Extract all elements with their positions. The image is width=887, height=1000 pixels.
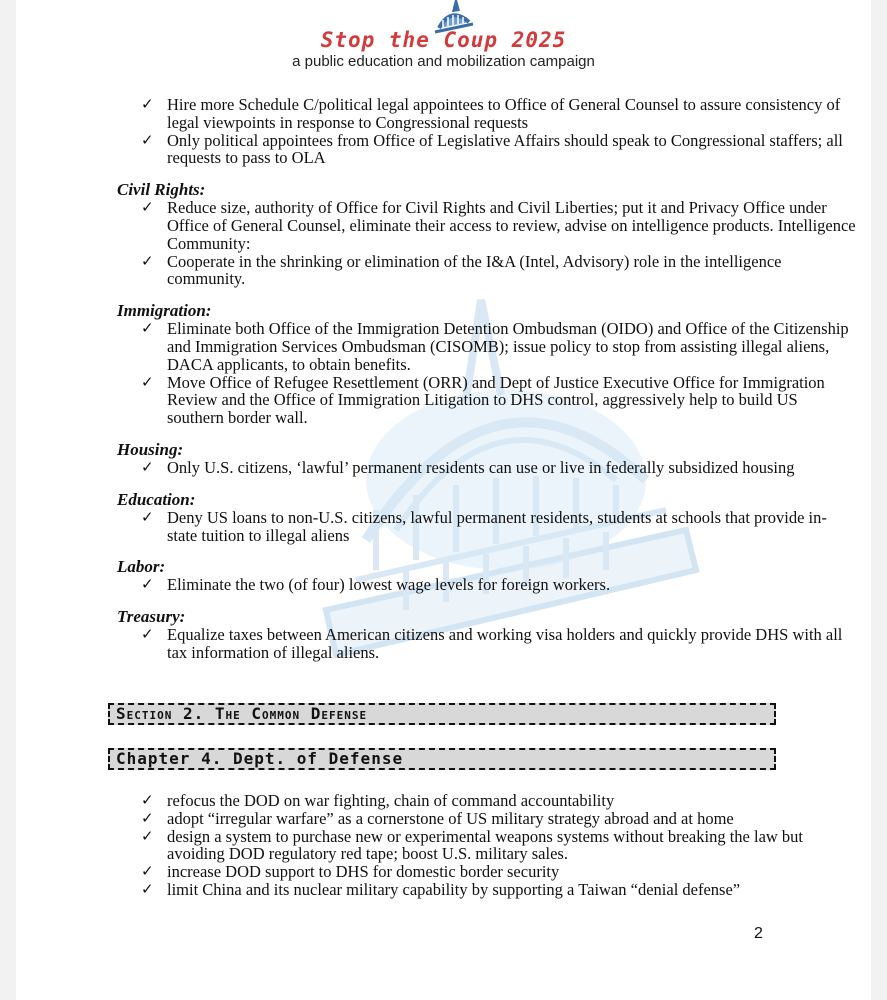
list-item xyxy=(117,792,857,810)
checkmark-icon: ✓ xyxy=(141,791,154,809)
document-page xyxy=(16,0,871,1000)
list-item-text: limit China and its nuclear military capability by supporting a Taiwan “denial defense” xyxy=(167,879,741,899)
list-item-text: Hire more Schedule C/political legal appointees to Office of General Counsel to assure consistency of legal viewpoints in response to Congressional requests xyxy=(167,95,841,132)
section-civil-rights xyxy=(117,181,857,288)
section-list xyxy=(117,626,857,662)
list-item-text: design a system to purchase new or experimental weapons systems without breaking the law but avoiding DOD regulatory red tape; boost U.S. military sales. xyxy=(167,826,804,864)
checkmark-icon: ✓ xyxy=(141,879,154,898)
list-item xyxy=(117,253,857,289)
checkmark-icon: ✓ xyxy=(141,625,154,644)
section-list xyxy=(117,320,857,427)
section-heading: Housing: xyxy=(117,439,184,459)
list-item xyxy=(117,459,857,477)
list-item xyxy=(117,374,857,427)
checkmark-icon: ✓ xyxy=(141,862,154,881)
checkmark-icon: ✓ xyxy=(141,319,154,338)
section-banner: Section 2. The Common Defense xyxy=(108,703,776,725)
campaign-title: Stop the Coup 2025 xyxy=(320,28,567,52)
list-item-text: Only political appointees from Office of Legislative Affairs should speak to Congressional staffers; all requests to pass to OLA xyxy=(167,130,843,168)
section-list xyxy=(117,459,857,477)
list-item xyxy=(117,810,857,828)
checkmark-icon: ✓ xyxy=(141,507,154,526)
section-list xyxy=(117,576,857,594)
checkmark-icon: ✓ xyxy=(141,372,154,391)
list-item-text: Move Office of Refugee Resettlement (ORR) and Dept of Justice Executive Office for Immigration Review and the Office of Immigration Litigation to DHS control, aggressively help to build US southern border wall. xyxy=(167,372,825,428)
list-item-text: Eliminate both Office of the Immigration Detention Ombudsman (OIDO) and Office of the Citizenship and Immigration Services Ombudsman (CISOMB); issue policy to stop from assisting illegal aliens, DACA applicants, to obtain benefits. xyxy=(167,319,849,374)
list-item xyxy=(117,626,857,662)
section-labor xyxy=(117,558,857,594)
list-item-text: Reduce size, authority of Office for Civil Rights and Civil Liberties; put it and Privacy Office under Office of General Counsel, eliminate their access to review, advise on intelligence products. Intelligence Community: xyxy=(167,198,856,253)
checkmark-icon: ✓ xyxy=(141,198,154,217)
list-item-text: Only U.S. citizens, ‘lawful’ permanent residents can use or live in federally subsidized housing xyxy=(167,457,795,477)
dod-section xyxy=(117,792,857,899)
list-item-text: Deny US loans to non-U.S. citizens, lawful permanent residents, students at schools that provide in-state tuition to illegal aliens xyxy=(167,507,827,545)
section-heading: Immigration: xyxy=(117,301,212,321)
intro-section xyxy=(117,96,857,167)
list-item xyxy=(117,828,857,864)
list-item xyxy=(117,199,857,252)
list-item xyxy=(117,576,857,594)
checkmark-icon: ✓ xyxy=(141,826,154,845)
section-heading: Treasury: xyxy=(117,607,186,627)
list-item-text: adopt “irregular warfare” as a cornerstone of US military strategy abroad and at home xyxy=(167,808,734,828)
list-item-text: Cooperate in the shrinking or elimination of the I&A (Intel, Advisory) role in the intelligence community. xyxy=(167,251,782,289)
checkmark-icon: ✓ xyxy=(141,130,154,149)
list-item-text: Eliminate the two (of four) lowest wage levels for foreign workers. xyxy=(167,575,611,595)
chapter-banner: Chapter 4. Dept. of Defense xyxy=(108,748,776,770)
list-item-text: Equalize taxes between American citizens and working visa holders and quickly provide DHS with all tax information of illegal aliens. xyxy=(167,625,843,662)
list-item xyxy=(117,509,857,545)
list-item xyxy=(117,320,857,373)
page-header xyxy=(16,0,871,76)
section-heading: Labor: xyxy=(117,557,166,577)
checkmark-icon: ✓ xyxy=(141,251,154,270)
list-item xyxy=(117,132,857,168)
section-education xyxy=(117,491,857,545)
list-item xyxy=(117,96,857,132)
section-housing xyxy=(117,441,857,477)
intro-list xyxy=(117,96,857,167)
checkmark-icon: ✓ xyxy=(141,808,154,827)
section-list xyxy=(117,199,857,288)
section-heading: Civil Rights: xyxy=(117,180,206,200)
section-treasury xyxy=(117,608,857,662)
dod-list xyxy=(117,792,857,899)
campaign-subtitle: a public education and mobilization campaign xyxy=(292,53,595,70)
section-list xyxy=(117,509,857,545)
section-immigration xyxy=(117,302,857,427)
section-heading: Education: xyxy=(117,489,196,509)
list-item xyxy=(117,863,857,881)
page-number: 2 xyxy=(754,925,763,942)
policy-content xyxy=(117,96,857,676)
checkmark-icon: ✓ xyxy=(141,575,154,594)
list-item-text: increase DOD support to DHS for domestic border security xyxy=(167,862,560,882)
checkmark-icon: ✓ xyxy=(141,457,154,476)
checkmark-icon: ✓ xyxy=(141,95,154,113)
list-item-text: refocus the DOD on war fighting, chain of command accountability xyxy=(167,791,615,810)
list-item xyxy=(117,881,857,899)
